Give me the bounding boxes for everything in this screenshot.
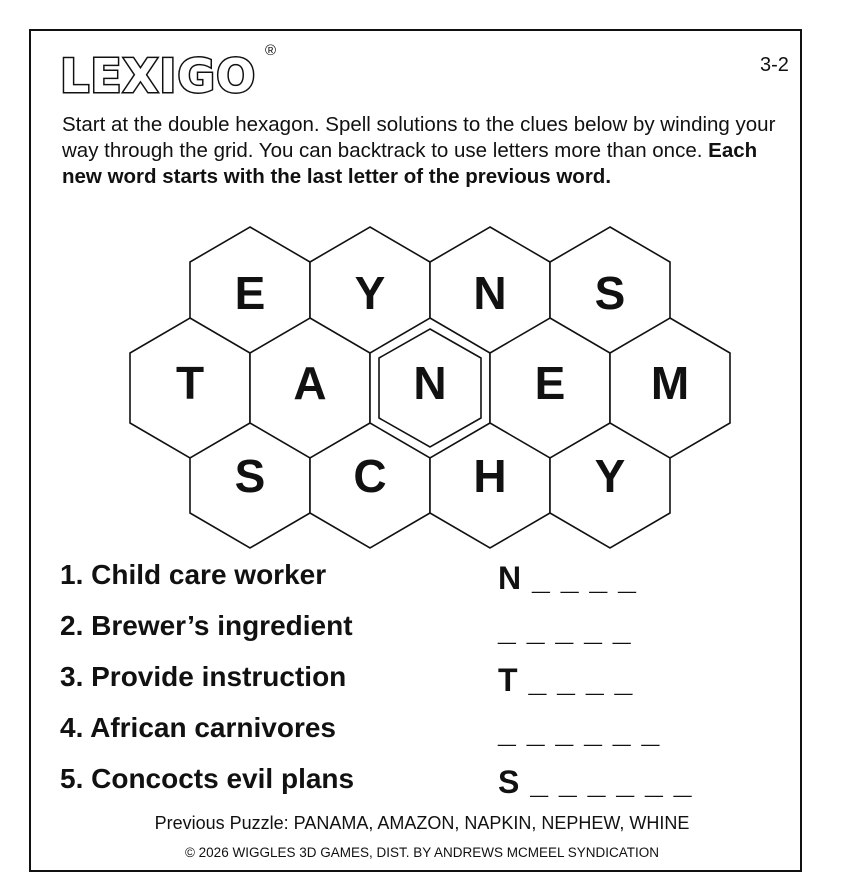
previous-puzzle: Previous Puzzle: PANAMA, AMAZON, NAPKIN, NEPHEW, WHINE — [154, 813, 690, 833]
hex-letter: S — [594, 267, 626, 319]
hex-letter: H — [473, 450, 507, 502]
clue-1: 1. Child care worker — [60, 559, 327, 590]
hex-letter: N — [473, 267, 507, 319]
registered-mark: ® — [265, 42, 277, 59]
clue-5: 5. Concocts evil plans — [60, 763, 355, 794]
hex-letter-start: N — [413, 357, 447, 409]
answer-4[interactable]: _ _ _ _ _ _ — [498, 713, 661, 749]
clue-3: 3. Provide instruction — [60, 661, 347, 692]
puzzle-id: 3-2 — [760, 54, 789, 76]
hex-letter: A — [293, 357, 327, 409]
answer-3[interactable]: T _ _ _ _ — [498, 662, 634, 698]
hex-letter: T — [175, 357, 205, 409]
instructions-bold: Each new word starts with the last letter of the previous word. — [62, 139, 758, 188]
hex-letter: E — [234, 267, 266, 319]
answer-1[interactable]: N _ _ _ _ — [498, 560, 637, 596]
hex-letter: M — [650, 357, 690, 409]
clue-4: 4. African carnivores — [60, 712, 336, 743]
instructions-text: Start at the double hexagon. Spell solutions to the clues below by winding your way through the grid. You can backtrack to use letters more than once. — [62, 113, 776, 162]
logo-text: LEXIGO — [60, 49, 257, 103]
hex-letter: E — [534, 357, 566, 409]
copyright: © 2026 WIGGLES 3D GAMES, DIST. BY ANDREWS MCMEEL SYNDICATION — [184, 845, 660, 860]
answer-2[interactable]: _ _ _ _ _ — [498, 611, 632, 647]
hex-letter: Y — [354, 267, 386, 319]
hex-letter: Y — [594, 450, 626, 502]
hex-letter: S — [234, 450, 266, 502]
answer-5[interactable]: S _ _ _ _ _ _ — [498, 764, 693, 800]
hex-letter: C — [353, 450, 387, 502]
clue-2: 2. Brewer’s ingredient — [60, 610, 353, 641]
